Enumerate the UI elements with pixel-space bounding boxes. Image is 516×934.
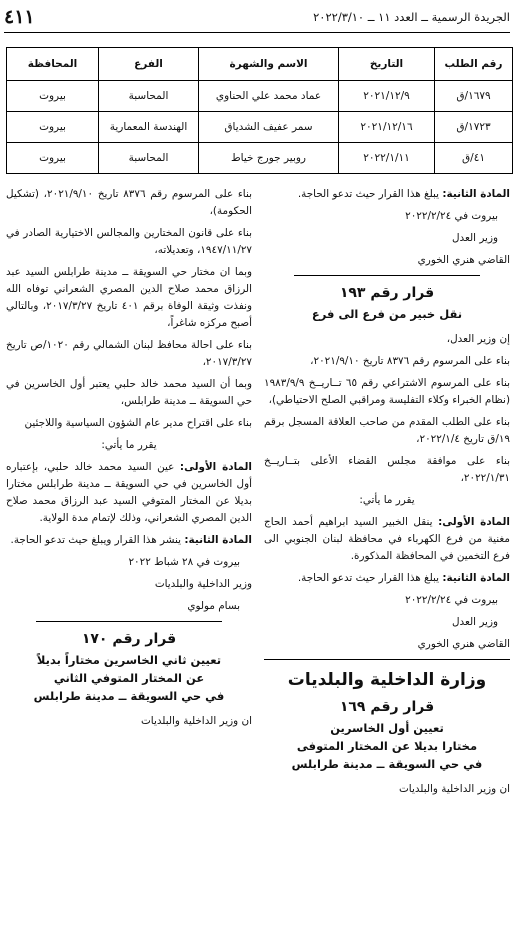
decree-170-subtitle-3: في حي السويقة ــ مدينة طرابلس (33, 689, 225, 703)
date-line: بيروت في ٢٠٢٢/٢/٢٤ (405, 594, 498, 606)
minister-title: وزير العدل (451, 616, 498, 628)
article-text: يبلغ هذا القرار حيث تدعو الحاجة. (297, 572, 440, 584)
decree-169-subtitle-1: تعيين أول الخاسرين (330, 721, 444, 735)
decree-intro: ان وزير الداخلية والبلديات (399, 783, 510, 795)
minister-title: وزير الداخلية والبلديات (154, 578, 252, 590)
col-header-date: التاريخ (339, 48, 435, 81)
signatory: القاضي هنري الخوري (417, 638, 510, 650)
recital: بناء على اقتراح مدير عام الشؤون السياسية واللاجئين (24, 417, 252, 429)
article-2-paragraph (6, 532, 252, 549)
date-line: بيروت في ٢٨ شباط ٢٠٢٢ (128, 556, 240, 568)
ministry-heading: وزارة الداخلية والبلديات (287, 670, 487, 690)
experts-table (6, 47, 513, 174)
col-header-request-number: رقم الطلب (435, 48, 513, 81)
cell-request-number: ٤١/ق (435, 143, 513, 174)
table-row (7, 143, 513, 174)
cell-branch: المحاسبة (99, 81, 199, 112)
table-header-row (7, 48, 513, 81)
left-column (6, 186, 252, 918)
article-label: المادة الأولى: (179, 461, 252, 473)
cell-name: سمر عفيف الشدياق (199, 112, 339, 143)
divider (264, 659, 510, 660)
col-header-name: الاسم والشهرة (199, 48, 339, 81)
recital: بناء على المرسوم الاشتراعي رقم ٦٥ تــاريــخ ١٩٨٣/٩/٩ (نظام الخبراء وكلاء التفليسة ومراقبي الصلح الاحتياطي)، (264, 377, 510, 406)
cell-request-number: ١٧٢٣/ق (435, 112, 513, 143)
decree-169-title: قرار رقم ١٦٩ (339, 699, 435, 715)
cell-governorate: بيروت (7, 143, 99, 174)
article-label: المادة الثانية: (442, 572, 510, 584)
decree-193-subtitle: نقل خبير من فرع الى فرع (311, 307, 463, 321)
cell-request-number: ١٦٧٩/ق (435, 81, 513, 112)
decides-line: يقرر ما يأتي: (101, 439, 157, 451)
article-text: ينشر هذا القرار ويبلغ حيث تدعو الحاجة. (10, 534, 182, 546)
gazette-title: الجريدة الرسمية ــ العدد ١١ ــ ٢٠٢٢/٣/١٠ (313, 10, 510, 24)
article-1-paragraph (6, 459, 252, 527)
right-column (264, 186, 510, 918)
col-header-governorate: المحافظة (7, 48, 99, 81)
article-1-paragraph (264, 514, 510, 565)
decree-169-subtitle-3: في حي السويقة ــ مدينة طرابلس (291, 757, 483, 771)
decree-169-subtitle-2: مختارا بديلا عن المختار المتوفى (296, 739, 478, 753)
article-2-paragraph (264, 570, 510, 587)
article-label: المادة الثانية: (184, 534, 252, 546)
page-number: ٤١١ (4, 6, 35, 28)
minister-title: وزير العدل (451, 232, 498, 244)
cell-date: ٢٠٢٢/١/١١ (339, 143, 435, 174)
decree-170-subtitle-1: تعيين ثاني الخاسرين مختاراً بديلاً (36, 653, 222, 667)
article-text: يبلغ هذا القرار حيث تدعو الحاجة. (297, 188, 440, 200)
decree-170-title: قرار رقم ١٧٠ (81, 631, 177, 647)
recital: بناء على قانون المختارين والمجالس الاختيارية الصادر في ١٩٤٧/١١/٢٧، وتعديلاته، (6, 227, 252, 256)
cell-name: روبير جورج خياط (199, 143, 339, 174)
recital: بناء على موافقة مجلس القضاء الأعلى بتــاريــخ ٢٠٢٢/١/٣١، (264, 455, 510, 484)
decides-line: يقرر ما يأتي: (359, 494, 415, 506)
decree-170-subtitle-2: عن المختار المتوفي الثاني (53, 671, 205, 685)
divider (36, 621, 222, 622)
recital: وبما ان مختار حي السويقة ــ مدينة طرابلس السيد عبد الرزاق محمد صلاح الدين المصري الشعراني توفاه الله ونفذت وثيقة الوفاة برقم ٤٠١ تاريخ ٢٠١٧/٣/٢٧، وبالتالي أصبح مركزه شاغراً، (6, 266, 252, 329)
page-header (4, 6, 510, 33)
cell-branch: المحاسبة (99, 143, 199, 174)
cell-branch: الهندسة المعمارية (99, 112, 199, 143)
decree-intro: إن وزير العدل، (446, 333, 510, 345)
cell-governorate: بيروت (7, 112, 99, 143)
decree-intro: ان وزير الداخلية والبلديات (141, 715, 252, 727)
divider (294, 275, 480, 276)
cell-name: عماد محمد علي الحناوي (199, 81, 339, 112)
signatory: بسام مولوي (187, 600, 240, 612)
article-text: عين السيد محمد خالد حلبي، بإعتباره أول الخاسرين في حي السويقة ــ مدينة طرابلس مختارا بديلا عن المختار المتوفي السيد عبد الرزاق محمد صلاح الدين المصري الشعراني، وذلك لإتمام مدة الولاية. (6, 461, 252, 524)
article-label: المادة الأولى: (438, 516, 510, 528)
table-row (7, 81, 513, 112)
recital: بناء على الطلب المقدم من صاحب العلاقة المسجل برقم ١٩/ق تاريخ ٢٠٢٢/١/٤، (264, 416, 510, 445)
recital: بناء على احالة محافظ لبنان الشمالي رقم ١٠٢٠/ص تاريخ ٢٠١٧/٣/٢٧، (6, 339, 253, 368)
signatory: القاضي هنري الخوري (417, 254, 510, 266)
recital: بناء على المرسوم رقم ٨٣٧٦ تاريخ ٢٠٢١/٩/١٠، (310, 355, 510, 367)
article-label: المادة الثانية: (442, 188, 510, 200)
date-line: بيروت في ٢٠٢٢/٢/٢٤ (405, 210, 498, 222)
article-text: ينقل الخبير السيد ابراهيم أحمد الحاج مغنية من فرع الكهرباء في محافظة لبنان الجنوبي الى فرع التخمين في المحافظة المذكورة. (264, 516, 510, 562)
decree-193-title: قرار رقم ١٩٣ (339, 285, 435, 301)
cell-date: ٢٠٢١/١٢/٩ (339, 81, 435, 112)
recital: وبما أن السيد محمد خالد حلبي يعتبر أول الخاسرين في حي السويقة ــ مدينة طرابلس، (6, 378, 252, 407)
recital: بناء على المرسوم رقم ٨٣٧٦ تاريخ ٢٠٢١/٩/١٠، (تشكيل الحكومة)، (6, 188, 252, 217)
table-row (7, 112, 513, 143)
cell-governorate: بيروت (7, 81, 99, 112)
col-header-branch: الفرع (99, 48, 199, 81)
article-2-paragraph (264, 186, 510, 203)
cell-date: ٢٠٢١/١٢/١٦ (339, 112, 435, 143)
